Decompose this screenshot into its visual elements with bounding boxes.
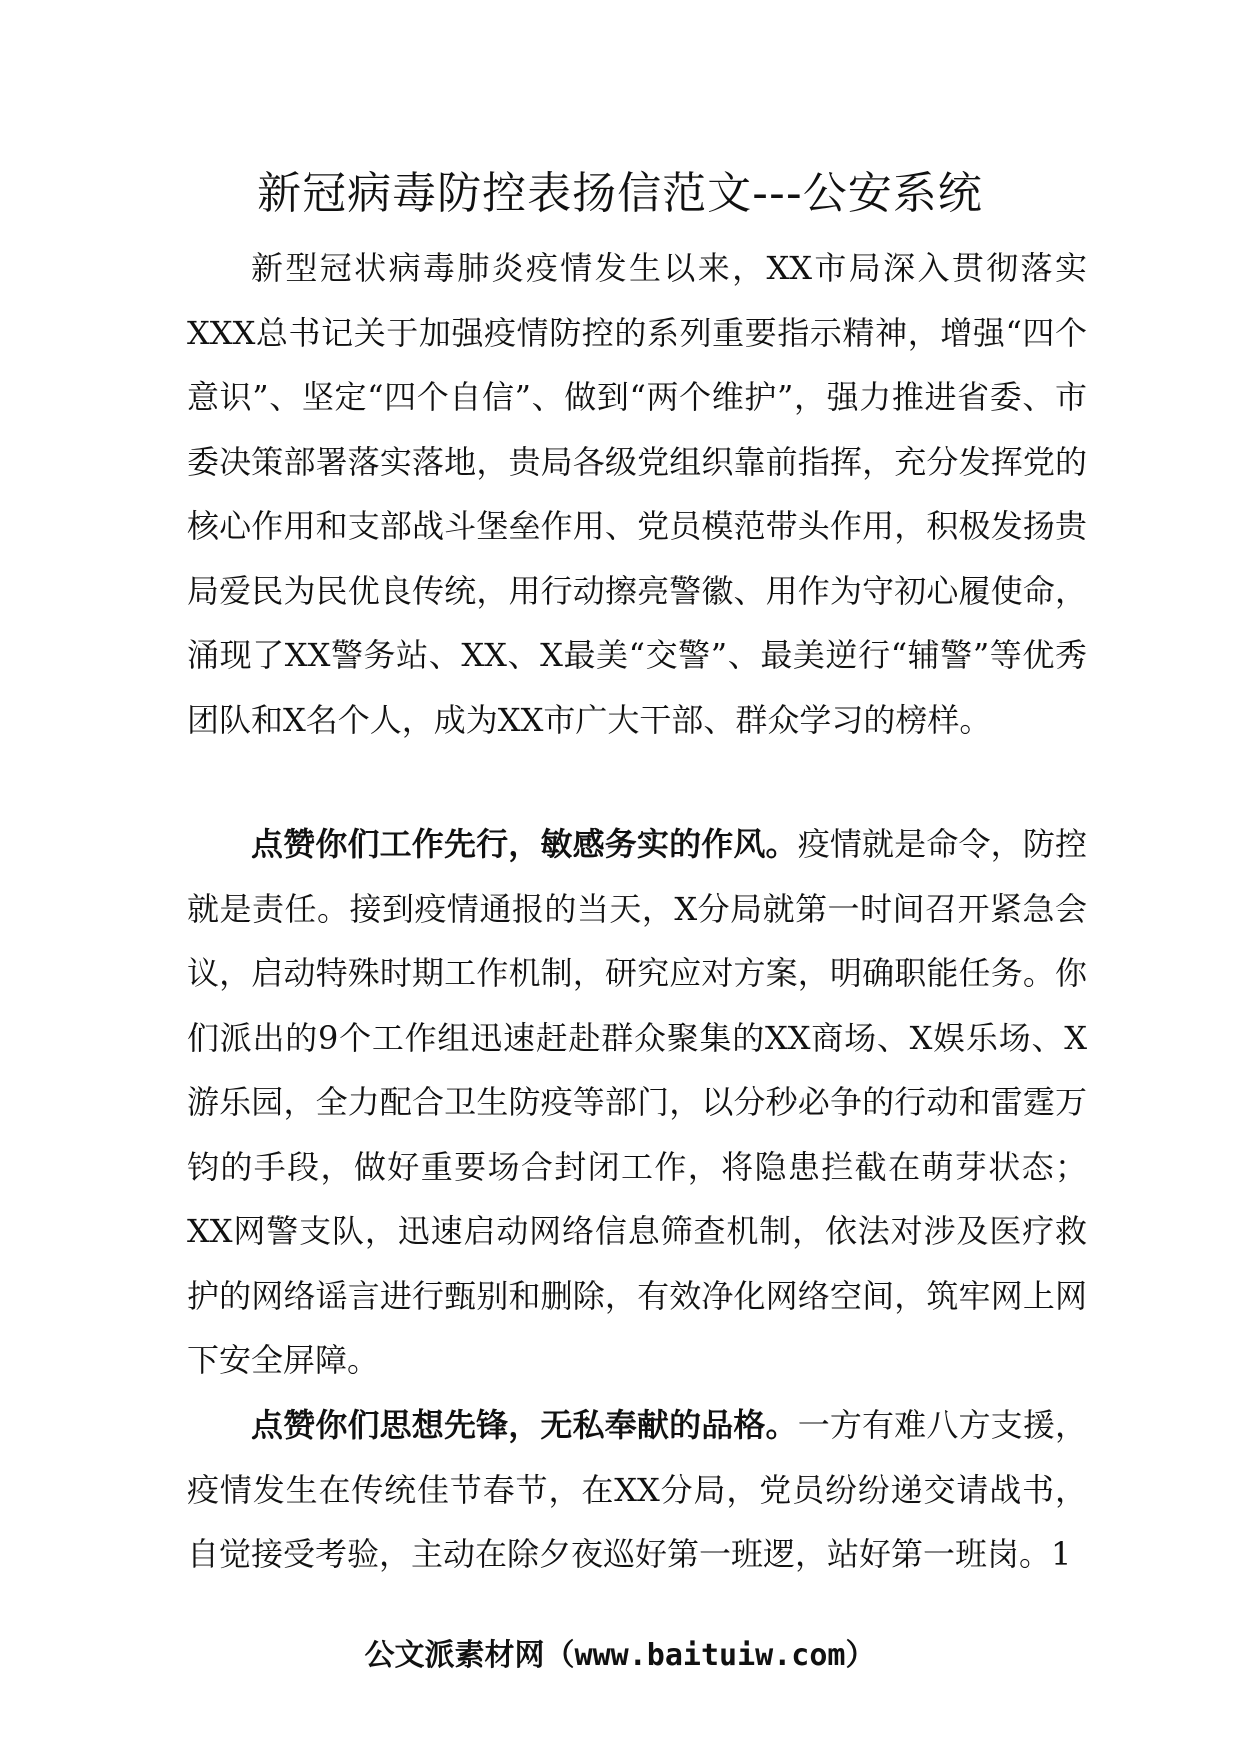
- paragraph-lead: 点赞你们思想先锋，无私奉献的品格。: [251, 1406, 798, 1444]
- footer-url: （www.baituiw.com）: [544, 1638, 876, 1673]
- footer-watermark: [0, 1636, 1240, 1676]
- paragraph-text: 一方有难八方支援，疫情发生在传统佳节春节，在XX分局，党员纷纷递交请战书，自觉接受考验，主动在除夕夜巡好第一班逻，站好第一班岗。1: [187, 1406, 1087, 1573]
- paragraph-lead: 点赞你们工作先行，敏感务实的作风。: [251, 825, 798, 863]
- paragraph-2: [187, 812, 1087, 1393]
- document-title: 新冠病毒防控表扬信范文---公安系统: [257, 168, 983, 219]
- paragraph-3: [187, 1393, 1087, 1587]
- footer-site-name: 公文派素材网: [364, 1638, 545, 1673]
- paragraph-text: 疫情就是命令，防控就是责任。接到疫情通报的当天，X分局就第一时间召开紧急会议，启动特殊时期工作机制，研究应对方案，明确职能任务。你们派出的9个工作组迅速赶赴群众聚集的XX商场、X娱乐场、X游乐园，全力配合卫生防疫等部门，以分秒必争的行动和雷霆万钧的手段，做好重要场合封闭工作，将隐患拦截在萌芽状态；XX网警支队，迅速启动网络信息筛查机制，依法对涉及医疗救护的网络谣言进行甄别和删除，有效净化网络空间，筑牢网上网下安全屏障。: [187, 825, 1087, 1379]
- paragraph-text: 新型冠状病毒肺炎疫情发生以来，XX市局深入贯彻落实XXX总书记关于加强疫情防控的系列重要指示精神，增强“四个意识”、坚定“四个自信”、做到“两个维护”，强力推进省委、市委决策部署落实落地，贵局各级党组织靠前指挥，充分发挥党的核心作用和支部战斗堡垒作用、党员模范带头作用，积极发扬贵局爱民为民优良传统，用行动擦亮警徽、用作为守初心履使命，涌现了XX警务站、XX、X最美“交警”、最美逆行“辅警”等优秀团队和X名个人，成为XX市广大干部、群众学习的榜样。: [187, 249, 1087, 739]
- paragraph-1: [187, 236, 1087, 752]
